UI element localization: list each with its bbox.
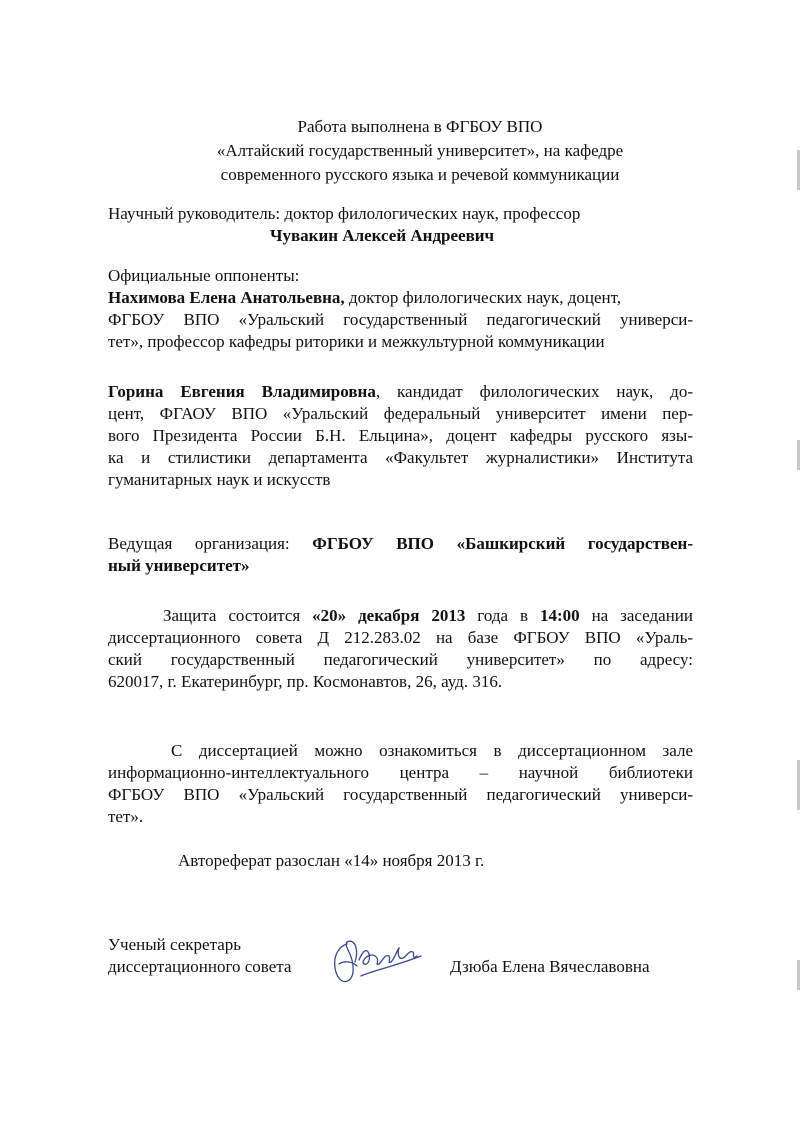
defense-pre: Защита состоится	[163, 606, 313, 625]
library-line-3: ФГБОУ ВПО «Уральский государственный педагогический универси-	[108, 785, 693, 804]
leading-org-label: Ведущая организация:	[108, 534, 313, 553]
defense-line-1	[108, 605, 693, 627]
supervisor-name-line	[108, 225, 693, 247]
leading-org-name: ФГБОУ ВПО «Башкирский государствен-	[312, 534, 693, 553]
institution-line-1: Работа выполнена в ФГБОУ ВПО	[297, 117, 543, 136]
defense-date: «20» декабря 2013	[312, 606, 466, 625]
library-line-4: тет».	[108, 807, 144, 826]
leading-organization	[108, 533, 693, 577]
defense-line-4: 620017, г. Екатеринбург, пр. Космонавтов, 26, ауд. 316.	[108, 672, 503, 691]
leading-org-line-2	[108, 555, 693, 577]
opponent-2	[108, 381, 693, 491]
autoreferat-text: Автореферат разослан «14» ноября 2013 г.	[178, 851, 485, 870]
defense-info	[108, 605, 693, 693]
opponent-2-line-5: гуманитарных наук и искусств	[108, 470, 331, 489]
opponent-1-line-1	[108, 287, 693, 309]
signature-image	[325, 930, 430, 992]
institution-info	[180, 115, 660, 187]
defense-line-2: диссертационного совета Д 212.283.02 на базе ФГБОУ ВПО «Ураль-	[108, 628, 693, 647]
supervisor-label: Научный руководитель: доктор филологических наук, профессор	[108, 204, 581, 223]
opponents-heading: Официальные оппоненты:	[108, 266, 300, 285]
secretary-title-line-2: диссертационного совета	[108, 957, 292, 976]
opponent-2-line-3: вого Президента России Б.Н. Ельцина», доцент кафедры русского язы-	[108, 426, 693, 445]
defense-time: 14:00	[539, 606, 580, 625]
opponent-2-name: Горина Евгения Владимировна	[108, 382, 376, 401]
defense-mid: года в	[465, 606, 540, 625]
defense-line-3: ский государственный педагогический университет» по адресу:	[108, 650, 693, 669]
supervisor-name: Чувакин Алексей Андреевич	[270, 226, 495, 245]
opponent-2-title: , кандидат филологических наук, до-	[375, 382, 693, 401]
leading-org-line-1	[108, 533, 693, 555]
leading-org-name-cont: ный университет»	[108, 556, 250, 575]
defense-post: на заседании	[579, 606, 693, 625]
secretary-title-line-1: Ученый секретарь	[108, 935, 242, 954]
opponent-1-line-3: тет», профессор кафедры риторики и межкультурной коммуникации	[108, 332, 605, 351]
secretary-name: Дзюба Елена Вячеславовна	[450, 957, 650, 976]
opponent-1-title: доктор филологических наук, доцент,	[344, 288, 622, 307]
opponent-1-line-2: ФГБОУ ВПО «Уральский государственный педагогический универси-	[108, 310, 693, 329]
opponent-2-line-2: цент, ФГАОУ ВПО «Уральский федеральный университет имени пер-	[108, 404, 693, 423]
official-opponents	[108, 265, 693, 353]
autoreferat-date	[178, 850, 678, 872]
institution-line-2: «Алтайский государственный университет», на кафедре	[216, 141, 624, 160]
institution-line-3: современного русского языка и речевой коммуникации	[220, 165, 620, 184]
library-line-2: информационно-интеллектуального центра – научной библиотеки	[108, 763, 693, 782]
opponent-2-line-4: ка и стилистики департамента «Факультет журналистики» Института	[108, 448, 693, 467]
opponent-1-name: Нахимова Елена Анатольевна,	[108, 288, 345, 307]
scientific-supervisor	[108, 203, 693, 247]
opponent-2-line-1	[108, 381, 693, 403]
library-info	[108, 740, 693, 828]
library-line-1: С диссертацией можно ознакомиться в диссертационном зале	[171, 741, 693, 760]
